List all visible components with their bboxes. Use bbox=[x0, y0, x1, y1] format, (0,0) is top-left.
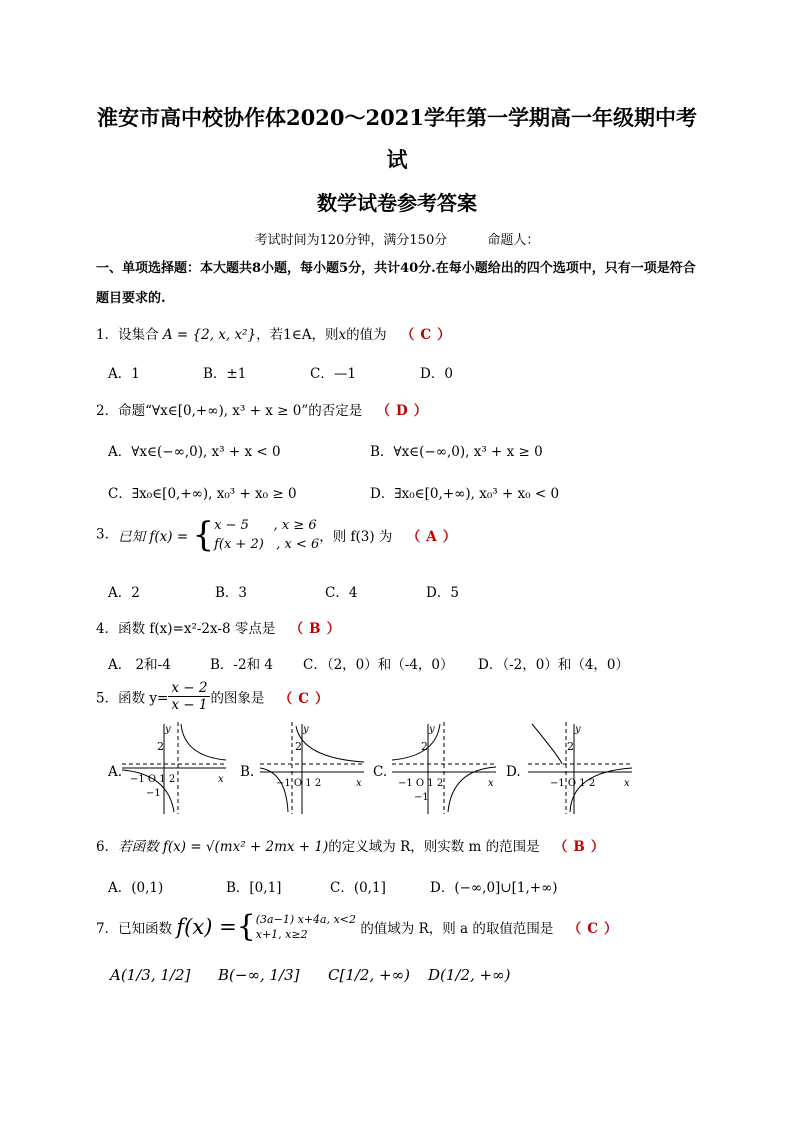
question-2 bbox=[96, 399, 427, 419]
label-y: y bbox=[429, 724, 435, 735]
label-two: 2 bbox=[567, 740, 574, 753]
q5-option-b-label: B. bbox=[240, 764, 255, 780]
branch-left bbox=[532, 724, 562, 764]
tick-labels: −1 O 1 2 bbox=[550, 778, 596, 789]
q6-option-d: D．(−∞,0]∪[1,+∞) bbox=[430, 880, 558, 896]
q7-fx: f(x) = bbox=[176, 915, 237, 939]
branch-left bbox=[260, 768, 288, 812]
q6-post: 的定义域为 R，则实数 m 的范围是 bbox=[328, 839, 540, 855]
q7-case-2: x+1, x≥2 bbox=[255, 928, 308, 941]
q5-graph-a bbox=[118, 720, 230, 816]
q3-cases bbox=[214, 516, 319, 554]
q1-var: x bbox=[338, 327, 347, 343]
q5-pre: 函数 y= bbox=[118, 690, 169, 707]
q1-option-a: A．1 bbox=[108, 366, 140, 382]
question-5 bbox=[96, 680, 328, 713]
q7-case-1: (3a−1) x+4a, x<2 bbox=[255, 913, 357, 926]
exam-info bbox=[0, 229, 794, 248]
q6-option-b: B．[0,1] bbox=[226, 880, 282, 896]
q5-graph-b bbox=[256, 720, 368, 816]
q7-post: 的值域为 R，则 a 的取值范围是 bbox=[360, 921, 554, 937]
section-heading: 一、单项选择题：本大题共8小题，每小题5分，共计40分.在每小题给出的四个选项中，只有一项是符合题目要求的. bbox=[96, 261, 696, 306]
q3-answer: （ A ） bbox=[406, 529, 457, 545]
q2-option-d: D．∃x₀∈[0,+∞), x₀³ + x₀ < 0 bbox=[370, 486, 560, 502]
q5-option-d-label: D. bbox=[506, 764, 521, 780]
q2-number: 2． bbox=[96, 403, 119, 419]
q6-number: 6． bbox=[96, 839, 119, 855]
tick-labels: −1 O 1 2 bbox=[398, 778, 444, 789]
q7-option-c: C[1/2, +∞) bbox=[328, 966, 410, 984]
q3-pre: 已知 f(x) = bbox=[118, 529, 189, 545]
question-7 bbox=[96, 910, 617, 944]
tick-labels: −1 O 1 2 bbox=[130, 774, 176, 785]
question-1 bbox=[96, 323, 451, 343]
q5-denominator: x − 1 bbox=[171, 697, 208, 713]
label-neg-one: −1 bbox=[146, 788, 161, 799]
label-x: x bbox=[356, 778, 362, 789]
q3-option-c: C．4 bbox=[325, 585, 358, 601]
q3-option-d: D．5 bbox=[426, 585, 459, 601]
q5-numerator: x − 2 bbox=[168, 680, 210, 697]
q7-brace: { bbox=[236, 909, 256, 944]
q5-post: 的图象是 bbox=[210, 690, 265, 707]
q5-number: 5． bbox=[96, 690, 119, 707]
q6-option-c: C．(0,1] bbox=[330, 880, 386, 896]
title-line-1: 淮安市高中校协作体2020～2021学年第一学期高一年级期中考 bbox=[97, 105, 697, 130]
q5-option-a-label: A. bbox=[108, 764, 123, 780]
subtitle: 数学试卷参考答案 bbox=[317, 191, 477, 215]
q7-number: 7． bbox=[96, 921, 119, 937]
label-x: x bbox=[624, 778, 630, 789]
q3-brace: { bbox=[192, 515, 215, 555]
question-3 bbox=[96, 516, 456, 554]
exam-author: 命题人： bbox=[487, 233, 540, 248]
q5-fraction bbox=[168, 680, 210, 713]
label-y: y bbox=[303, 724, 309, 735]
q7-option-b: B(−∞, 1/3] bbox=[218, 966, 300, 984]
question-6 bbox=[96, 835, 604, 855]
q3-case-1: x − 5 , x ≥ 6 bbox=[214, 518, 317, 533]
q4-number: 4． bbox=[96, 621, 119, 637]
branch-right bbox=[181, 724, 226, 760]
q1-option-b: B．±1 bbox=[203, 366, 247, 382]
q2-text: 命题“∀x∈[0,+∞), x³ + x ≥ 0”的否定是 bbox=[118, 403, 363, 419]
q4-text: 函数 f(x)=x²-2x-8 零点是 bbox=[118, 621, 276, 637]
q5-graph-c bbox=[388, 720, 500, 816]
q2-option-b: B．∀x∈(−∞,0), x³ + x ≥ 0 bbox=[370, 444, 543, 460]
q1-set: A = {2, x, x²} bbox=[162, 327, 257, 343]
q2-answer: （ D ） bbox=[376, 403, 428, 419]
branch-right bbox=[570, 768, 632, 812]
q1-option-c: C．—1 bbox=[310, 366, 356, 382]
q3-option-a: A．2 bbox=[108, 585, 140, 601]
q6-pre: 若函数 f(x) = √(mx² + 2mx + 1) bbox=[118, 839, 329, 855]
label-x: x bbox=[488, 778, 494, 789]
title-line-2: 试 bbox=[386, 147, 408, 172]
q1-mid: ，若1∈A，则 bbox=[256, 327, 339, 343]
q1-option-d: D．0 bbox=[420, 366, 453, 382]
label-x: x bbox=[218, 774, 224, 785]
label-y: y bbox=[165, 724, 171, 735]
q4-option-c: C．（2，0）和（-4，0） bbox=[303, 657, 454, 673]
q4-option-d: D．（-2，0）和（4，0） bbox=[478, 657, 629, 673]
label-two: 2 bbox=[295, 740, 302, 753]
q1-pre: 设集合 bbox=[118, 327, 159, 343]
q5-option-c-label: C. bbox=[373, 764, 388, 780]
q6-answer: （ B ） bbox=[553, 839, 605, 855]
q3-case-2: f(x + 2) , x < 6 bbox=[214, 537, 320, 552]
q7-option-d: D(1/2, +∞) bbox=[428, 966, 511, 984]
branch-right bbox=[448, 767, 496, 812]
q5-answer: （ C ） bbox=[278, 690, 329, 707]
q1-answer: （ C ） bbox=[400, 327, 451, 343]
exam-time: 考试时间为120分钟，满分150分 bbox=[254, 233, 448, 248]
question-4 bbox=[96, 617, 340, 637]
q3-number: 3． bbox=[96, 526, 119, 543]
q1-post: 的值为 bbox=[346, 327, 387, 343]
q1-number: 1． bbox=[96, 327, 119, 343]
q2-option-c: C．∃x₀∈[0,+∞), x₀³ + x₀ ≥ 0 bbox=[108, 486, 297, 502]
label-two: 2 bbox=[157, 740, 164, 753]
label-y: y bbox=[575, 724, 581, 735]
tick-labels: −1 O 1 2 bbox=[276, 778, 322, 789]
q4-option-a: A． 2和-4 bbox=[108, 657, 171, 673]
q4-answer: （ B ） bbox=[289, 621, 341, 637]
q3-post: ，则 f(3) 为 bbox=[319, 529, 393, 545]
q6-option-a: A．(0,1) bbox=[108, 880, 164, 896]
q7-option-a: A(1/3, 1/2] bbox=[110, 966, 191, 984]
q5-graph-d bbox=[524, 720, 636, 816]
q7-pre: 已知函数 bbox=[118, 921, 173, 937]
q4-option-b: B．-2和 4 bbox=[210, 657, 273, 673]
q3-option-b: B．3 bbox=[215, 585, 248, 601]
q7-cases bbox=[256, 912, 356, 942]
q2-option-a: A．∀x∈(−∞,0), x³ + x < 0 bbox=[108, 444, 281, 460]
q7-answer: （ C ） bbox=[567, 921, 618, 937]
label-two: 2 bbox=[421, 740, 428, 753]
label-neg-one: −1 bbox=[414, 792, 429, 803]
